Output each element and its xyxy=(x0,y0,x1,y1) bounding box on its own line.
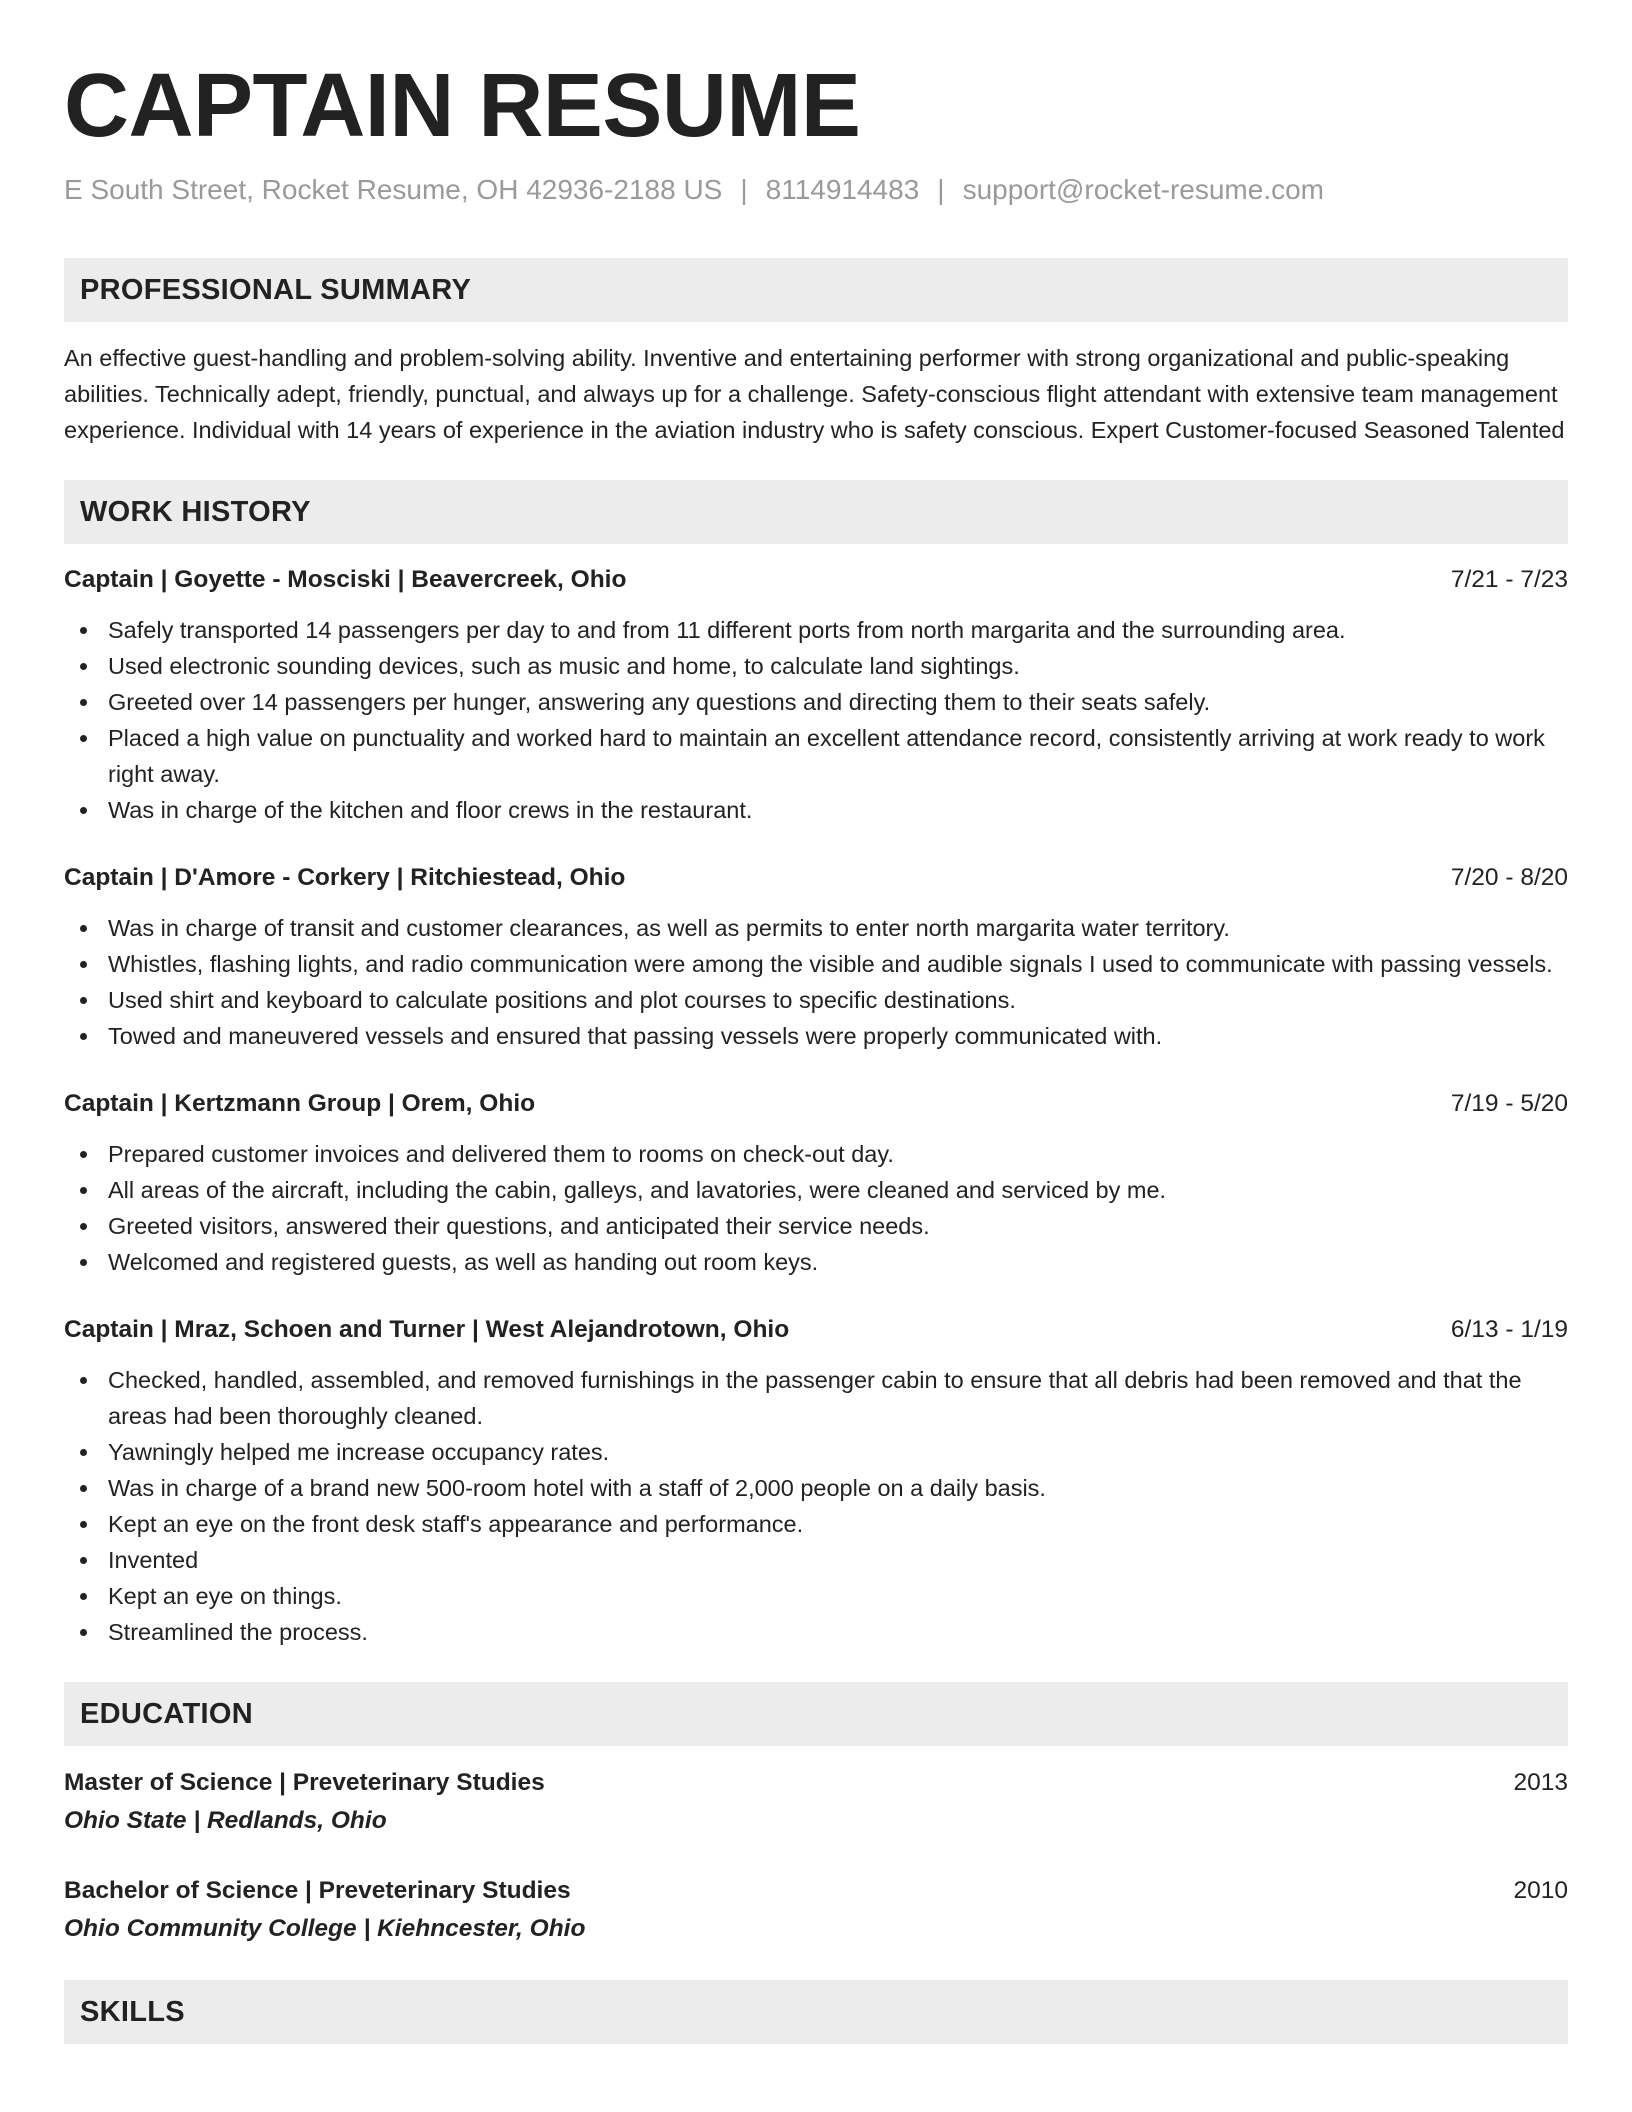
job-bullet: Was in charge of the kitchen and floor crews in the restaurant. xyxy=(108,792,1568,828)
job-entry xyxy=(64,1312,1568,1650)
job-title: Captain | Mraz, Schoen and Turner | West Alejandrotown, Ohio xyxy=(64,1316,790,1343)
education-degree: Bachelor of Science | Preveterinary Studies xyxy=(64,1877,571,1904)
job-dates: 6/13 - 1/19 xyxy=(1450,1316,1568,1343)
contact-separator: | xyxy=(740,174,748,205)
job-header xyxy=(64,1312,1568,1348)
job-bullet: Welcomed and registered guests, as well as handing out room keys. xyxy=(108,1244,1568,1280)
job-bullet: Was in charge of transit and customer clearances, as well as permits to enter north margarita water territory. xyxy=(108,910,1568,946)
job-bullets xyxy=(64,1136,1568,1280)
education-year: 2013 xyxy=(1513,1769,1568,1796)
job-bullet: Greeted visitors, answered their questions, and anticipated their service needs. xyxy=(108,1208,1568,1244)
education-school: Ohio State | Redlands, Ohio xyxy=(64,1807,387,1834)
job-bullet: Safely transported 14 passengers per day to and from 11 different ports from north margarita and the surrounding area. xyxy=(108,612,1568,648)
job-title: Captain | Kertzmann Group | Orem, Ohio xyxy=(64,1090,536,1117)
education-degree: Master of Science | Preveterinary Studies xyxy=(64,1769,545,1796)
job-bullet: Streamlined the process. xyxy=(108,1614,1568,1650)
education-header xyxy=(64,1872,1568,1910)
education-header xyxy=(64,1764,1568,1802)
job-bullet: Used electronic sounding devices, such as music and home, to calculate land sightings. xyxy=(108,648,1568,684)
job-entry xyxy=(64,562,1568,828)
education-entry xyxy=(64,1872,1568,1948)
job-bullet: Was in charge of a brand new 500-room hotel with a staff of 2,000 people on a daily basis. xyxy=(108,1470,1568,1506)
job-bullet: Placed a high value on punctuality and worked hard to maintain an excellent attendance record, consistently arriving at work ready to work right away. xyxy=(108,720,1568,792)
job-dates: 7/21 - 7/23 xyxy=(1450,566,1568,593)
job-bullet: Invented xyxy=(108,1542,1568,1578)
contact-line xyxy=(64,172,1568,208)
summary-text: An effective guest-handling and problem-solving ability. Inventive and entertaining performer with strong organizational and public-speaking abilities. Technically adept, friendly, punctual, and always up for a challenge. Safety-conscious flight attendant with extensive team management experience. Individual with 14 years of experience in the aviation industry who is safety conscious. Expert Customer-focused Seasoned Talented xyxy=(64,345,1565,443)
contact-address: E South Street, Rocket Resume, OH 42936-2188 US xyxy=(64,174,723,205)
job-dates: 7/19 - 5/20 xyxy=(1450,1090,1568,1117)
job-bullet: Greeted over 14 passengers per hunger, answering any questions and directing them to their seats safely. xyxy=(108,684,1568,720)
job-bullet: All areas of the aircraft, including the cabin, galleys, and lavatories, were cleaned and serviced by me. xyxy=(108,1172,1568,1208)
resume-page xyxy=(64,56,1568,2044)
job-bullets xyxy=(64,910,1568,1054)
section-heading-summary: PROFESSIONAL SUMMARY xyxy=(64,258,1568,322)
job-bullets xyxy=(64,612,1568,828)
education-entry xyxy=(64,1764,1568,1840)
job-title: Captain | D'Amore - Corkery | Ritchiestead, Ohio xyxy=(64,864,626,891)
education-year: 2010 xyxy=(1513,1877,1568,1904)
job-bullet: Used shirt and keyboard to calculate positions and plot courses to specific destinations. xyxy=(108,982,1568,1018)
job-bullet: Kept an eye on things. xyxy=(108,1578,1568,1614)
job-bullet: Prepared customer invoices and delivered them to rooms on check-out day. xyxy=(108,1136,1568,1172)
job-header xyxy=(64,1086,1568,1122)
job-entry xyxy=(64,1086,1568,1280)
job-title: Captain | Goyette - Mosciski | Beavercreek, Ohio xyxy=(64,566,627,593)
contact-email: support@rocket-resume.com xyxy=(962,174,1324,205)
job-entry xyxy=(64,860,1568,1054)
job-bullet: Kept an eye on the front desk staff's appearance and performance. xyxy=(108,1506,1568,1542)
section-heading-education: EDUCATION xyxy=(64,1682,1568,1746)
job-bullet: Yawningly helped me increase occupancy rates. xyxy=(108,1434,1568,1470)
section-heading-skills: SKILLS xyxy=(64,1980,1568,2044)
job-bullet: Whistles, flashing lights, and radio communication were among the visible and audible signals I used to communicate with passing vessels. xyxy=(108,946,1568,982)
job-header xyxy=(64,562,1568,598)
job-bullet: Towed and maneuvered vessels and ensured that passing vessels were properly communicated with. xyxy=(108,1018,1568,1054)
education-school: Ohio Community College | Kiehncester, Ohio xyxy=(64,1915,586,1942)
job-bullets xyxy=(64,1362,1568,1650)
section-heading-work-history: WORK HISTORY xyxy=(64,480,1568,544)
candidate-name: CAPTAIN RESUME xyxy=(64,56,861,156)
contact-separator: | xyxy=(937,174,945,205)
job-header xyxy=(64,860,1568,896)
job-bullet: Checked, handled, assembled, and removed furnishings in the passenger cabin to ensure that all debris had been removed and that the areas had been thoroughly cleaned. xyxy=(108,1362,1568,1434)
contact-phone: 8114914483 xyxy=(765,174,920,205)
job-dates: 7/20 - 8/20 xyxy=(1450,864,1568,891)
